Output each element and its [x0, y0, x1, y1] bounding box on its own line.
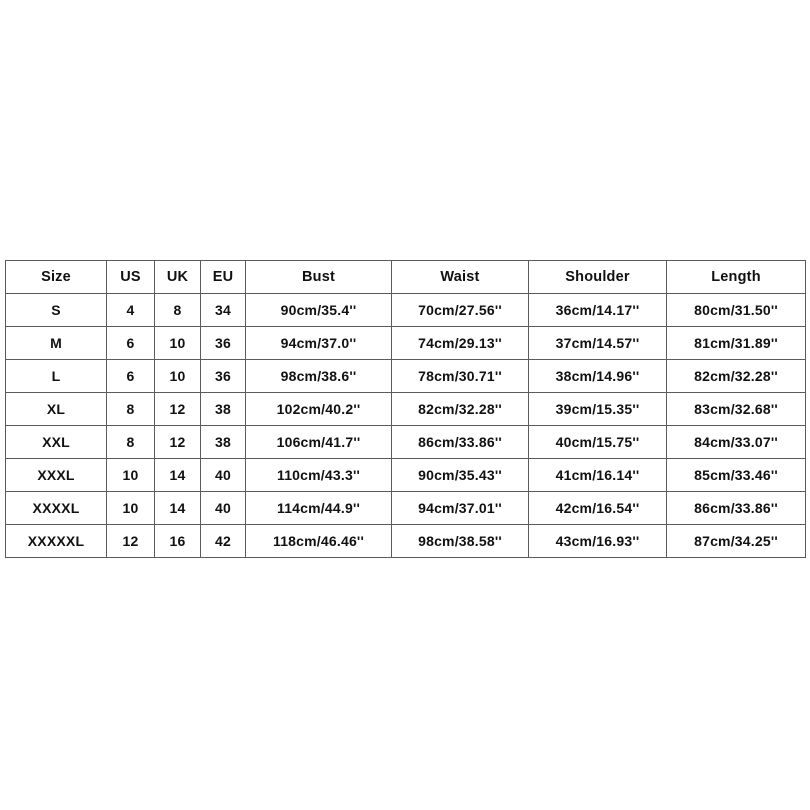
eu-cell: 36 [201, 327, 246, 360]
table-row [6, 525, 806, 558]
size-cell: XXXL [6, 459, 107, 492]
us-cell: 8 [107, 393, 155, 426]
eu-cell: 40 [201, 459, 246, 492]
eu-cell: 38 [201, 393, 246, 426]
length-cell: 82cm/32.28'' [667, 360, 806, 393]
us-cell: 8 [107, 426, 155, 459]
header-cell: Shoulder [529, 261, 667, 294]
us-cell: 12 [107, 525, 155, 558]
waist-cell: 94cm/37.01'' [392, 492, 529, 525]
shoulder-cell: 40cm/15.75'' [529, 426, 667, 459]
table-row [6, 459, 806, 492]
table-row [6, 294, 806, 327]
shoulder-cell: 42cm/16.54'' [529, 492, 667, 525]
uk-cell: 10 [155, 327, 201, 360]
waist-cell: 98cm/38.58'' [392, 525, 529, 558]
uk-cell: 12 [155, 393, 201, 426]
shoulder-cell: 43cm/16.93'' [529, 525, 667, 558]
length-cell: 86cm/33.86'' [667, 492, 806, 525]
table-row [6, 426, 806, 459]
uk-cell: 14 [155, 492, 201, 525]
uk-cell: 8 [155, 294, 201, 327]
length-cell: 85cm/33.46'' [667, 459, 806, 492]
us-cell: 10 [107, 459, 155, 492]
waist-cell: 90cm/35.43'' [392, 459, 529, 492]
us-cell: 10 [107, 492, 155, 525]
uk-cell: 10 [155, 360, 201, 393]
bust-cell: 114cm/44.9'' [246, 492, 392, 525]
bust-cell: 98cm/38.6'' [246, 360, 392, 393]
bust-cell: 118cm/46.46'' [246, 525, 392, 558]
eu-cell: 42 [201, 525, 246, 558]
shoulder-cell: 37cm/14.57'' [529, 327, 667, 360]
header-cell: Bust [246, 261, 392, 294]
bust-cell: 110cm/43.3'' [246, 459, 392, 492]
length-cell: 81cm/31.89'' [667, 327, 806, 360]
length-cell: 87cm/34.25'' [667, 525, 806, 558]
us-cell: 6 [107, 327, 155, 360]
bust-cell: 102cm/40.2'' [246, 393, 392, 426]
shoulder-cell: 36cm/14.17'' [529, 294, 667, 327]
table-row [6, 393, 806, 426]
header-cell: US [107, 261, 155, 294]
eu-cell: 36 [201, 360, 246, 393]
size-cell: S [6, 294, 107, 327]
table-row [6, 327, 806, 360]
eu-cell: 34 [201, 294, 246, 327]
header-cell: EU [201, 261, 246, 294]
us-cell: 6 [107, 360, 155, 393]
size-cell: XXXXXL [6, 525, 107, 558]
waist-cell: 78cm/30.71'' [392, 360, 529, 393]
table-row [6, 360, 806, 393]
header-cell: Size [6, 261, 107, 294]
table-row [6, 492, 806, 525]
eu-cell: 38 [201, 426, 246, 459]
length-cell: 84cm/33.07'' [667, 426, 806, 459]
waist-cell: 74cm/29.13'' [392, 327, 529, 360]
bust-cell: 94cm/37.0'' [246, 327, 392, 360]
size-chart-table [5, 260, 806, 558]
us-cell: 4 [107, 294, 155, 327]
bust-cell: 90cm/35.4'' [246, 294, 392, 327]
header-cell: UK [155, 261, 201, 294]
length-cell: 83cm/32.68'' [667, 393, 806, 426]
header-cell: Length [667, 261, 806, 294]
size-cell: XL [6, 393, 107, 426]
shoulder-cell: 38cm/14.96'' [529, 360, 667, 393]
size-cell: M [6, 327, 107, 360]
waist-cell: 82cm/32.28'' [392, 393, 529, 426]
eu-cell: 40 [201, 492, 246, 525]
size-cell: L [6, 360, 107, 393]
size-cell: XXXXL [6, 492, 107, 525]
bust-cell: 106cm/41.7'' [246, 426, 392, 459]
waist-cell: 70cm/27.56'' [392, 294, 529, 327]
header-cell: Waist [392, 261, 529, 294]
uk-cell: 12 [155, 426, 201, 459]
uk-cell: 14 [155, 459, 201, 492]
size-cell: XXL [6, 426, 107, 459]
shoulder-cell: 41cm/16.14'' [529, 459, 667, 492]
shoulder-cell: 39cm/15.35'' [529, 393, 667, 426]
waist-cell: 86cm/33.86'' [392, 426, 529, 459]
header-row [6, 261, 806, 294]
length-cell: 80cm/31.50'' [667, 294, 806, 327]
uk-cell: 16 [155, 525, 201, 558]
